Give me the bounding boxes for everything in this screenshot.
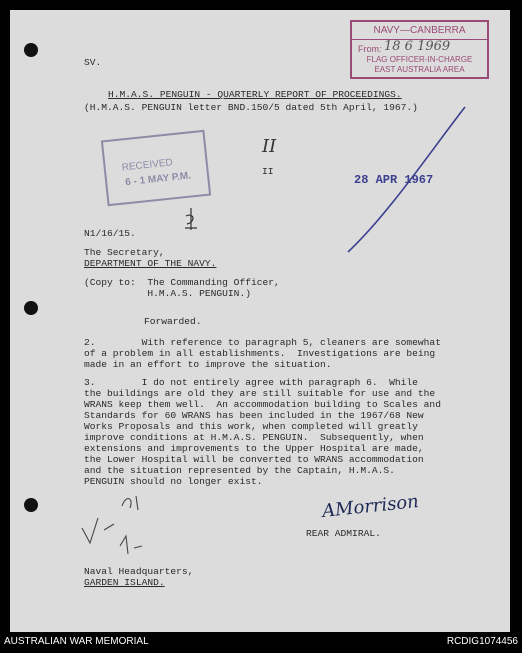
forwarded: Forwarded. bbox=[144, 316, 202, 327]
footer-record-id: RCDIG1074456 bbox=[446, 636, 518, 647]
paragraph-3-line: the Lower Hospital will be converted to WRANS accommodation bbox=[84, 454, 424, 465]
signatory: REAR ADMIRAL. bbox=[306, 528, 381, 539]
received-stamp-line2: 6 - 1 MAY P.M. bbox=[124, 170, 192, 189]
ref-sv: SV. bbox=[84, 57, 102, 68]
paragraph-3-line: PENGUIN should no longer exist. bbox=[84, 476, 263, 487]
handwritten-numeral: II bbox=[262, 136, 277, 157]
copy-to-line2: H.M.A.S. PENGUIN.) bbox=[84, 288, 251, 299]
from-address-line2: GARDEN ISLAND. bbox=[84, 577, 165, 588]
page-marker: II bbox=[262, 166, 274, 177]
punch-hole bbox=[24, 498, 38, 512]
copy-to-line1: (Copy to: The Commanding Officer, bbox=[84, 277, 280, 288]
punch-hole bbox=[24, 43, 38, 57]
stamp-navy-line4: EAST AUSTRALIA AREA bbox=[374, 65, 465, 74]
handwritten-initials bbox=[74, 488, 154, 558]
file-number: N1/16/15. bbox=[84, 228, 136, 239]
paragraph-2-line: 2. With reference to paragraph 5, cleaners are somewhat bbox=[84, 337, 441, 348]
addressee-line2: DEPARTMENT OF THE NAVY. bbox=[84, 258, 217, 269]
handwritten-mark bbox=[182, 206, 200, 234]
paragraph-3-line: improve conditions at H.M.A.S. PENGUIN. Subsequently, when bbox=[84, 432, 424, 443]
document-subtitle: (H.M.A.S. PENGUIN letter BND.150/5 dated 5th April, 1967.) bbox=[84, 102, 418, 113]
paragraph-3-line: extensions and improvements to the Upper Hospital are made, bbox=[84, 443, 424, 454]
paragraph-3-line: WRANS keep them well. An accommodation building to Scales and bbox=[84, 399, 441, 410]
signature: AMorrison bbox=[321, 490, 420, 523]
stamp-navy-line3: FLAG OFFICER-IN-CHARGE bbox=[366, 55, 473, 64]
paragraph-3-line: Standards for 60 WRANS has been included in the 1967/68 New bbox=[84, 410, 424, 421]
paragraph-3-line: 3. I do not entirely agree with paragraph 6. While bbox=[84, 377, 418, 388]
navy-canberra-stamp bbox=[350, 20, 489, 79]
paragraph-3-line: and the situation represented by the Captain, H.M.A.S. bbox=[84, 465, 395, 476]
date-stamp: 28 APR 1967 bbox=[354, 173, 434, 187]
stamp-from-date: 18 6 1969 bbox=[384, 39, 451, 54]
document-page bbox=[10, 10, 510, 632]
paragraph-3-line: Works Proposals and this work, when completed will greatly bbox=[84, 421, 418, 432]
footer-institution: AUSTRALIAN WAR MEMORIAL bbox=[4, 636, 149, 647]
document-title: H.M.A.S. PENGUIN - QUARTERLY REPORT OF PROCEEDINGS. bbox=[108, 89, 402, 100]
paragraph-2-line: made in an effort to improve the situation. bbox=[84, 359, 332, 370]
paragraph-2-line: of a problem in all establishments. Investigations are being bbox=[84, 348, 436, 359]
paragraph-3-line: the buildings are old they are still suitable for use and the bbox=[84, 388, 436, 399]
punch-hole bbox=[24, 301, 38, 315]
stamp-from-label: From: bbox=[358, 44, 382, 54]
addressee-line1: The Secretary, bbox=[84, 247, 165, 258]
pen-stroke bbox=[340, 102, 470, 262]
received-stamp bbox=[101, 130, 211, 207]
received-stamp-line1: RECEIVED bbox=[121, 157, 174, 174]
from-address-line1: Naval Headquarters, bbox=[84, 566, 194, 577]
stamp-navy-line1: NAVY—CANBERRA bbox=[373, 25, 466, 36]
